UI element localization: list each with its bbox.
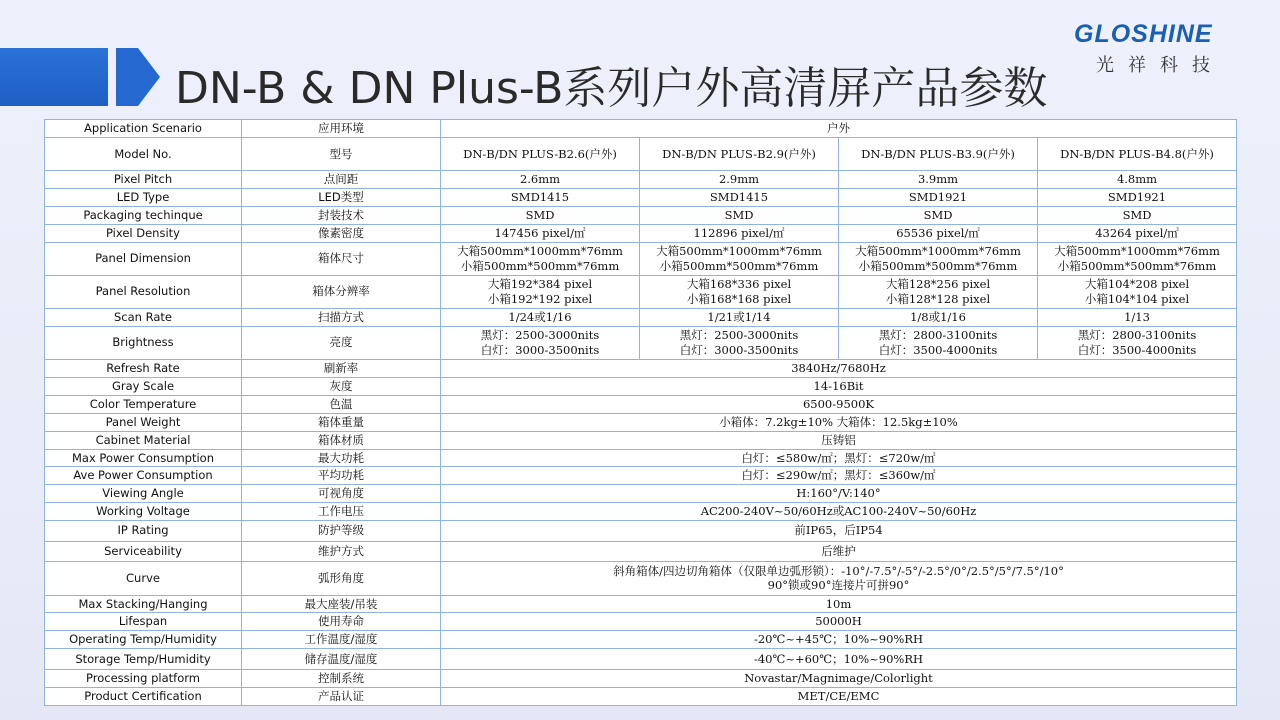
param-name-en: Working Voltage xyxy=(45,503,242,521)
param-value: 白灯：≤290w/㎡；黑灯：≤360w/㎡ xyxy=(441,467,1237,485)
param-value xyxy=(441,326,640,359)
param-value-line: 大箱500mm*1000mm*76mm xyxy=(656,243,822,258)
table-row xyxy=(45,467,1237,485)
param-value: 1/8或1/16 xyxy=(839,308,1038,326)
table-row xyxy=(45,326,1237,359)
param-value xyxy=(839,326,1038,359)
param-value-line: 白灯：3000-3500nits xyxy=(480,342,600,357)
param-name-en: Lifespan xyxy=(45,613,242,631)
spec-table-panel xyxy=(44,119,1236,705)
param-value xyxy=(839,242,1038,275)
logo-text: GLOSHINE xyxy=(1074,20,1213,48)
param-value-line: 大箱192*384 pixel xyxy=(487,276,593,291)
param-value: SMD1921 xyxy=(1038,188,1237,206)
param-value: 1/21或1/14 xyxy=(640,308,839,326)
param-name-en: Panel Weight xyxy=(45,413,242,431)
param-value xyxy=(640,326,839,359)
param-value-line: 小箱168*168 pixel xyxy=(686,291,792,306)
model-name: DN-B/DN PLUS-B4.8(户外) xyxy=(1038,137,1237,170)
param-name-cn: 最大座装/吊装 xyxy=(242,595,441,613)
param-name-cn: 最大功耗 xyxy=(242,449,441,467)
param-value: 50000H xyxy=(441,613,1237,631)
param-name-en: Brightness xyxy=(45,326,242,359)
param-value: SMD1415 xyxy=(441,188,640,206)
param-name-en: Gray Scale xyxy=(45,377,242,395)
param-value: AC200-240V~50/60Hz或AC100-240V~50/60Hz xyxy=(441,503,1237,521)
table-row xyxy=(45,275,1237,308)
param-value: Novastar/Magnimage/Colorlight xyxy=(441,669,1237,687)
param-value: 小箱体：7.2kg±10% 大箱体：12.5kg±10% xyxy=(441,413,1237,431)
param-value: 4.8mm xyxy=(1038,171,1237,189)
param-value: 14-16Bit xyxy=(441,377,1237,395)
param-value: 1/24或1/16 xyxy=(441,308,640,326)
param-value: -20℃~+45℃；10%~90%RH xyxy=(441,631,1237,649)
page-title: DN-B & DN Plus-B系列户外高清屏产品参数 xyxy=(175,63,1048,114)
param-value: SMD1415 xyxy=(640,188,839,206)
param-value: 112896 pixel/㎡ xyxy=(640,224,839,242)
param-value: 147456 pixel/㎡ xyxy=(441,224,640,242)
param-name-en: Operating Temp/Humidity xyxy=(45,631,242,649)
param-value xyxy=(839,275,1038,308)
param-value: 3840Hz/7680Hz xyxy=(441,360,1237,378)
param-name-en: Serviceability xyxy=(45,541,242,562)
param-name-cn: 储存温度/湿度 xyxy=(242,649,441,670)
param-value xyxy=(1038,242,1237,275)
table-row xyxy=(45,541,1237,562)
table-row xyxy=(45,613,1237,631)
table-row xyxy=(45,188,1237,206)
table-row xyxy=(45,171,1237,189)
param-value-line: 小箱500mm*500mm*76mm xyxy=(858,258,1018,273)
param-name-cn: 工作电压 xyxy=(242,503,441,521)
param-value-line: 大箱128*256 pixel xyxy=(885,276,991,291)
param-name-en: Product Certification xyxy=(45,687,242,705)
param-value-line: 大箱168*336 pixel xyxy=(686,276,792,291)
param-name-cn: 亮度 xyxy=(242,326,441,359)
param-name-en: Processing platform xyxy=(45,669,242,687)
table-row xyxy=(45,413,1237,431)
table-row xyxy=(45,431,1237,449)
param-value-line: 白灯：3500-4000nits xyxy=(1077,342,1197,357)
param-name-en: Viewing Angle xyxy=(45,485,242,503)
param-value-line: 小箱500mm*500mm*76mm xyxy=(659,258,819,273)
param-value xyxy=(640,242,839,275)
table-row xyxy=(45,687,1237,705)
param-value: SMD xyxy=(441,206,640,224)
param-name-cn: 封装技术 xyxy=(242,206,441,224)
param-name-en: IP Rating xyxy=(45,521,242,542)
param-name-en: Packaging techinque xyxy=(45,206,242,224)
param-value-line: 小箱128*128 pixel xyxy=(885,291,991,306)
param-value: 1/13 xyxy=(1038,308,1237,326)
table-row xyxy=(45,595,1237,613)
param-value: MET/CE/EMC xyxy=(441,687,1237,705)
param-name-en: Max Stacking/Hanging xyxy=(45,595,242,613)
param-name-en: Panel Resolution xyxy=(45,275,242,308)
param-name-cn: 弧形角度 xyxy=(242,562,441,595)
param-name-en: Panel Dimension xyxy=(45,242,242,275)
table-row xyxy=(45,649,1237,670)
param-value: 户外 xyxy=(441,120,1237,138)
param-value-line: 大箱500mm*1000mm*76mm xyxy=(855,243,1021,258)
param-value-line: 大箱500mm*1000mm*76mm xyxy=(1054,243,1220,258)
param-value: SMD xyxy=(839,206,1038,224)
param-value-line: 大箱104*208 pixel xyxy=(1084,276,1190,291)
table-row xyxy=(45,449,1237,467)
spec-table-body xyxy=(45,120,1237,706)
param-value-line: 黑灯：2800-3100nits xyxy=(878,327,998,342)
param-value-line: 斜角箱体/四边切角箱体（仅限单边弧形锁）：-10°/-7.5°/-5°/-2.5°/0°/2.5°/5°/7.5°/10° xyxy=(613,563,1064,578)
title-accent-bar xyxy=(0,48,108,106)
param-name-cn: 型号 xyxy=(242,137,441,170)
param-value xyxy=(441,562,1237,595)
param-name-en: LED Type xyxy=(45,188,242,206)
param-value: SMD xyxy=(1038,206,1237,224)
param-name-en: Storage Temp/Humidity xyxy=(45,649,242,670)
chevron-right-icon xyxy=(116,48,160,106)
param-value-line: 小箱500mm*500mm*76mm xyxy=(460,258,620,273)
param-name-cn: 可视角度 xyxy=(242,485,441,503)
param-value: 前IP65，后IP54 xyxy=(441,521,1237,542)
param-value-line: 白灯：3000-3500nits xyxy=(679,342,799,357)
param-name-en: Max Power Consumption xyxy=(45,449,242,467)
param-value xyxy=(1038,275,1237,308)
table-row xyxy=(45,395,1237,413)
param-value: 10m xyxy=(441,595,1237,613)
param-name-en: Refresh Rate xyxy=(45,360,242,378)
param-name-en: Curve xyxy=(45,562,242,595)
param-value-line: 小箱192*192 pixel xyxy=(487,291,593,306)
param-name-cn: 箱体分辨率 xyxy=(242,275,441,308)
table-row xyxy=(45,360,1237,378)
table-row xyxy=(45,206,1237,224)
table-row xyxy=(45,669,1237,687)
param-value-line: 小箱500mm*500mm*76mm xyxy=(1057,258,1217,273)
param-name-cn: 灰度 xyxy=(242,377,441,395)
param-value: 2.9mm xyxy=(640,171,839,189)
param-name-cn: 使用寿命 xyxy=(242,613,441,631)
param-name-en: Application Scenario xyxy=(45,120,242,138)
param-name-en: Cabinet Material xyxy=(45,431,242,449)
param-value: SMD1921 xyxy=(839,188,1038,206)
model-name: DN-B/DN PLUS-B2.9(户外) xyxy=(640,137,839,170)
param-value: 65536 pixel/㎡ xyxy=(839,224,1038,242)
model-name: DN-B/DN PLUS-B3.9(户外) xyxy=(839,137,1038,170)
param-name-cn: 控制系统 xyxy=(242,669,441,687)
param-name-cn: 扫描方式 xyxy=(242,308,441,326)
table-row xyxy=(45,120,1237,138)
param-name-cn: 平均功耗 xyxy=(242,467,441,485)
table-row xyxy=(45,503,1237,521)
gloshine-logo xyxy=(1074,20,1244,78)
param-name-cn: 维护方式 xyxy=(242,541,441,562)
param-value: H:160°/V:140° xyxy=(441,485,1237,503)
table-row xyxy=(45,562,1237,595)
table-row xyxy=(45,485,1237,503)
table-row xyxy=(45,521,1237,542)
table-row xyxy=(45,377,1237,395)
table-row xyxy=(45,308,1237,326)
spec-table xyxy=(44,119,1237,706)
param-name-cn: 工作温度/湿度 xyxy=(242,631,441,649)
param-value-line: 黑灯：2500-3000nits xyxy=(480,327,600,342)
table-row xyxy=(45,631,1237,649)
param-value-line: 大箱500mm*1000mm*76mm xyxy=(457,243,623,258)
param-value-line: 白灯：3500-4000nits xyxy=(878,342,998,357)
param-name-en: Scan Rate xyxy=(45,308,242,326)
table-row xyxy=(45,242,1237,275)
param-name-cn: 箱体尺寸 xyxy=(242,242,441,275)
param-name-cn: 箱体重量 xyxy=(242,413,441,431)
param-value: 43264 pixel/㎡ xyxy=(1038,224,1237,242)
param-name-cn: 点间距 xyxy=(242,171,441,189)
param-value xyxy=(1038,326,1237,359)
param-value: 6500-9500K xyxy=(441,395,1237,413)
param-name-cn: 产品认证 xyxy=(242,687,441,705)
param-name-cn: 色温 xyxy=(242,395,441,413)
param-value: 3.9mm xyxy=(839,171,1038,189)
param-value xyxy=(441,242,640,275)
param-name-en: Pixel Pitch xyxy=(45,171,242,189)
param-name-en: Color Temperature xyxy=(45,395,242,413)
param-name-en: Ave Power Consumption xyxy=(45,467,242,485)
param-name-en: Pixel Density xyxy=(45,224,242,242)
param-value: -40℃~+60℃；10%~90%RH xyxy=(441,649,1237,670)
param-value xyxy=(441,275,640,308)
param-name-cn: 应用环境 xyxy=(242,120,441,138)
table-row xyxy=(45,224,1237,242)
logo-cn-text: 光祥科技 xyxy=(1096,55,1224,76)
param-value-line: 黑灯：2500-3000nits xyxy=(679,327,799,342)
param-name-en: Model No. xyxy=(45,137,242,170)
param-name-cn: 刷新率 xyxy=(242,360,441,378)
param-value xyxy=(640,275,839,308)
param-value: SMD xyxy=(640,206,839,224)
param-value: 后维护 xyxy=(441,541,1237,562)
param-value: 压铸铝 xyxy=(441,431,1237,449)
param-value-line: 黑灯：2800-3100nits xyxy=(1077,327,1197,342)
model-name: DN-B/DN PLUS-B2.6(户外) xyxy=(441,137,640,170)
param-value-line: 小箱104*104 pixel xyxy=(1084,291,1190,306)
param-value-line: 90°锁或90°连接片可拼90° xyxy=(767,578,910,593)
param-name-cn: LED类型 xyxy=(242,188,441,206)
param-name-cn: 防护等级 xyxy=(242,521,441,542)
param-name-cn: 箱体材质 xyxy=(242,431,441,449)
table-row xyxy=(45,137,1237,170)
param-name-cn: 像素密度 xyxy=(242,224,441,242)
param-value: 2.6mm xyxy=(441,171,640,189)
param-value: 白灯：≤580w/㎡；黑灯：≤720w/㎡ xyxy=(441,449,1237,467)
